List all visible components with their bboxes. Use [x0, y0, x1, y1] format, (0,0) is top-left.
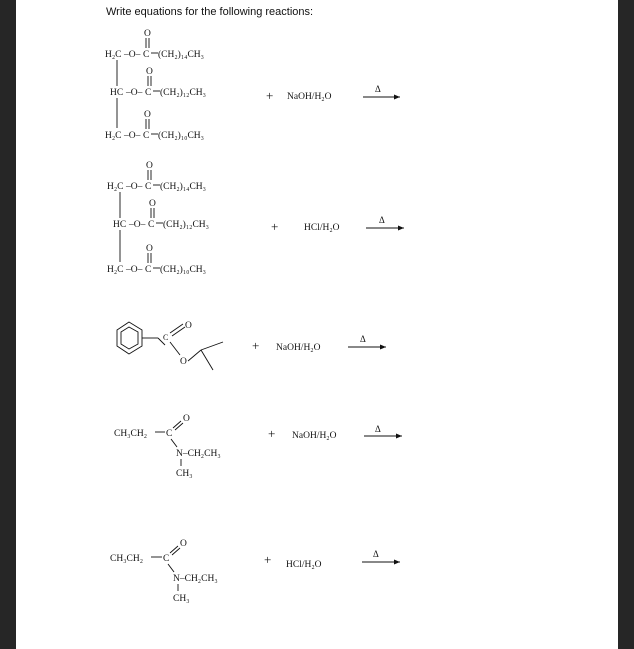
carbonyl-carbon-1: C [143, 50, 150, 60]
page-heading: Write equations for the following reactions: [106, 6, 314, 18]
reaction-3 [117, 321, 386, 370]
nitrogen-group: N–CH₂CH₃ [176, 449, 221, 459]
glycerol-carbon-1: H₂C [105, 50, 122, 60]
n-methyl-group: CH₃ [176, 469, 193, 479]
double-bond [170, 546, 178, 553]
glycerol-carbon-2: HC [110, 88, 124, 98]
ethyl-group: CH₃CH₂ [110, 554, 144, 564]
arrow-head [380, 345, 386, 350]
plus-sign: + [268, 426, 276, 441]
glycerol-carbon-2: HC [113, 220, 127, 230]
ester-oxygen-3: –O– [124, 131, 141, 141]
isopropyl-bond [201, 350, 213, 370]
carbonyl-oxygen-1: O [146, 161, 153, 171]
double-bond [172, 327, 185, 336]
carbonyl-carbon-3: C [143, 131, 150, 141]
reaction-1 [105, 29, 400, 141]
carbonyl-carbon: C [163, 554, 170, 564]
carbonyl-carbon-2: C [148, 220, 155, 230]
ester-oxygen-1: –O– [124, 50, 141, 60]
arrow-head [398, 226, 404, 231]
reagent-naoh: NaOH/H₂O [292, 431, 337, 441]
heat-symbol: Δ [379, 215, 385, 225]
ethyl-group: CH₃CH₂ [114, 429, 148, 439]
plus-sign: + [264, 552, 272, 567]
fatty-chain-1: (CH₂)₁₄CH₃ [160, 182, 206, 192]
bond [188, 350, 201, 361]
glycerol-carbon-3: H₂C [107, 265, 124, 275]
bond [171, 439, 177, 447]
fatty-chain-2: (CH₂)₁₂CH₃ [160, 88, 206, 98]
heat-symbol: Δ [360, 334, 366, 344]
carbonyl-oxygen-2: O [146, 67, 153, 77]
nitrogen-group: N–CH₂CH₃ [173, 574, 218, 584]
isopropyl-bond [201, 342, 223, 350]
carbonyl-carbon: C [166, 429, 173, 439]
ester-oxygen-2: –O– [129, 220, 146, 230]
heat-symbol: Δ [375, 424, 381, 434]
reaction-2 [107, 161, 404, 275]
reagent-naoh: NaOH/H₂O [276, 343, 321, 353]
arrow-head [396, 434, 402, 439]
arrow-head [394, 560, 400, 565]
plus-sign: + [266, 88, 274, 103]
fatty-chain-2: (CH₂)₁₂CH₃ [163, 220, 209, 230]
plus-sign: + [271, 219, 279, 234]
bond [170, 342, 180, 355]
reagent-hcl: HCl/H₂O [304, 223, 340, 233]
carbonyl-oxygen: O [180, 539, 187, 549]
carbonyl-carbon-2: C [145, 88, 152, 98]
glycerol-carbon-3: H₂C [105, 131, 122, 141]
fatty-chain-3: (CH₂)₁₀CH₃ [160, 265, 206, 275]
carbonyl-oxygen: O [185, 321, 192, 331]
arrow-head [394, 95, 400, 100]
carbonyl-oxygen-3: O [144, 110, 151, 120]
n-methyl-group: CH₃ [173, 594, 190, 604]
double-bond [173, 421, 181, 428]
fatty-chain-3: (CH₂)₁₀CH₃ [158, 131, 204, 141]
plus-sign: + [252, 338, 260, 353]
ester-oxygen-3: –O– [126, 265, 143, 275]
ester-oxygen: O [180, 357, 187, 367]
double-bond [170, 324, 183, 333]
heat-symbol: Δ [373, 549, 379, 559]
carbonyl-oxygen-1: O [144, 29, 151, 39]
ester-oxygen-1: –O– [126, 182, 143, 192]
carbonyl-oxygen-2: O [149, 199, 156, 209]
reagent-naoh: NaOH/H₂O [287, 92, 332, 102]
carbonyl-carbon: C [163, 333, 169, 342]
carbonyl-carbon-1: C [145, 182, 152, 192]
carbonyl-oxygen-3: O [146, 244, 153, 254]
fatty-chain-1: (CH₂)₁₄CH₃ [158, 50, 204, 60]
reaction-5 [110, 539, 400, 604]
benzene-inner-ring [121, 327, 138, 349]
double-bond [175, 423, 183, 430]
carbonyl-carbon-3: C [145, 265, 152, 275]
reagent-hcl: HCl/H₂O [286, 560, 322, 570]
carbonyl-oxygen: O [183, 414, 190, 424]
double-bond [172, 548, 180, 555]
reaction-4 [114, 414, 402, 479]
glycerol-carbon-1: H₂C [107, 182, 124, 192]
bond [168, 564, 174, 572]
ester-oxygen-2: –O– [126, 88, 143, 98]
heat-symbol: Δ [375, 84, 381, 94]
